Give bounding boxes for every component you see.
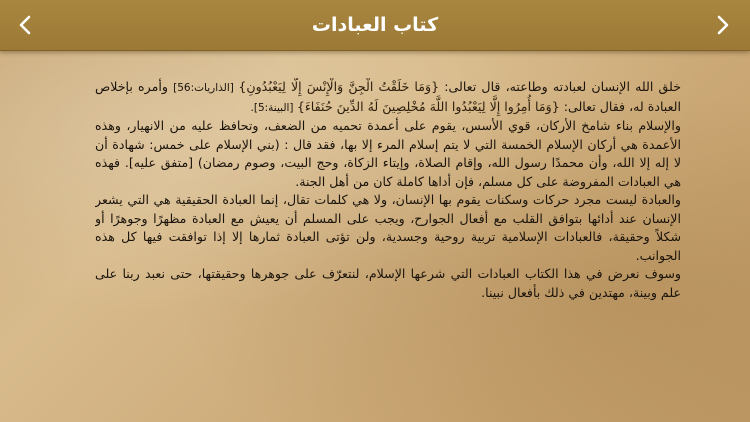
paragraph-intro	[95, 78, 681, 117]
chevron-right-icon	[708, 9, 738, 41]
next-page-button[interactable]	[708, 9, 738, 41]
page-title: كتاب العبادات	[311, 14, 439, 36]
verse-reference: [البينة:5].	[250, 101, 297, 114]
quran-verse: {وَمَا أُمِرُوا إِلَّا لِيَعْبُدُوا اللَّهَ مُخْلِصِينَ لَهُ الدِّينَ حُنَفَاءَ}	[296, 98, 560, 114]
top-bar	[0, 0, 750, 51]
intro-text-2: وأمره بإخلاص العبادة له، فقال تعالى:	[95, 79, 681, 114]
quran-verse: {وَمَا خَلَقْتُ الْجِنَّ وَالْإِنْسَ إِلَّا لِيَعْبُدُونِ}	[238, 79, 440, 94]
paragraph-worship-meaning: والعبادة ليست مجرد حركات وسكنات يقوم بها الإنسان، ولا هي كلمات تقال، إنما العبادة الحقيقية هي التي يشعر الإنسان عند أدائها بتوافق القلب مع أفعال الجوارح، ويجب على المسلم أن يعيش مع العبادة مظهرًا وجوهرًا أو شكلاً وحقيقة، فالعبادات الإسلامية تربية روحية وجسدية، ولن تؤتى العبادة ثمارها إلا إذا توافقت فيها كل هذه الجوانب.	[95, 192, 681, 263]
paragraph-pillars: والإسلام بناء شامخ الأركان، قوي الأسس، يقوم على أعمدة تحميه من الضعف، وتحافظ عليه من الانهيار، وهذه الأعمدة هي أركان الإسلام الخمسة التي لا يتم إسلام المرء إلا بها، فقد قال : (بني الإسلام على خمس: شهادة أن لا إله إلا الله، وأن محمدًا رسول الله، وإقام الصلاة، وإيتاء الزكاة، وحج البيت، وصوم رمضان) [متفق عليه]. فهذه هي العبادات المفروضة على كل مسلم، فإن أداها كاملة كان من أهل الجنة.	[95, 118, 681, 189]
intro-text: خلق الله الإنسان لعبادته وطاعته، قال تعالى:	[439, 79, 681, 94]
paragraph-book-purpose: وسوف نعرض في هذا الكتاب العبادات التي شرعها الإسلام، لنتعرّف على جوهرها وحقيقتها، حتى نعبد ربنا على علم وبينة، مهتدين في ذلك بأفعال نبينا.	[95, 266, 681, 300]
verse-reference: [الذاريات:56]	[173, 82, 239, 94]
book-text	[95, 78, 681, 408]
